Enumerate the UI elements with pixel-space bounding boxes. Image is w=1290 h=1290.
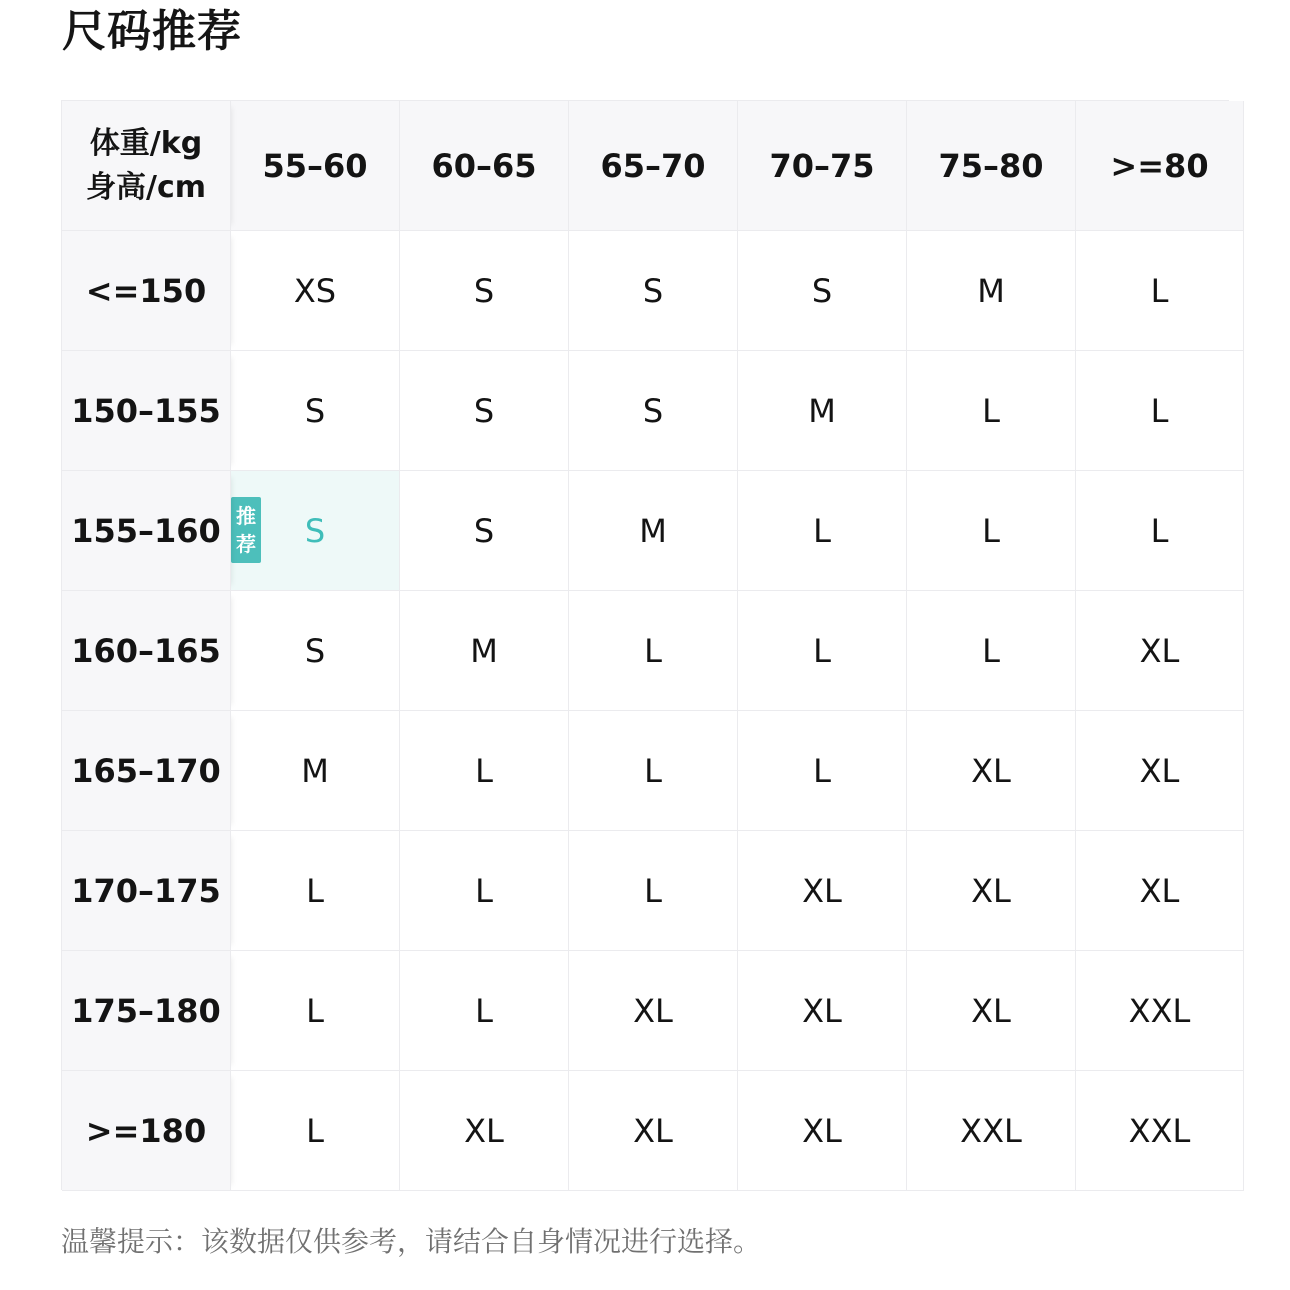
size-cell: XS <box>231 231 400 351</box>
size-cell: XXL <box>1076 1071 1244 1191</box>
size-cell: S <box>738 231 907 351</box>
size-cell: L <box>569 831 738 951</box>
size-cell: XL <box>569 951 738 1071</box>
size-cell: S <box>569 231 738 351</box>
weight-range-header: >=80 <box>1076 101 1244 231</box>
size-cell: M <box>231 711 400 831</box>
size-cell: S <box>569 351 738 471</box>
size-cell: L <box>738 711 907 831</box>
size-cell: M <box>400 591 569 711</box>
size-cell: XL <box>738 1071 907 1191</box>
recommended-size-cell <box>231 471 400 591</box>
size-cell: L <box>569 591 738 711</box>
height-range-label: 170–175 <box>62 831 231 951</box>
table-row <box>62 951 1230 1071</box>
table-row <box>62 231 1230 351</box>
size-cell: XXL <box>907 1071 1076 1191</box>
size-cell: XL <box>907 711 1076 831</box>
size-cell: L <box>907 591 1076 711</box>
size-cell: XL <box>738 951 907 1071</box>
size-cell: L <box>1076 231 1244 351</box>
size-cell: S <box>231 591 400 711</box>
size-cell: L <box>907 471 1076 591</box>
size-cell: L <box>231 831 400 951</box>
size-cell: L <box>1076 351 1244 471</box>
weight-axis-label: 体重/kg <box>89 125 203 161</box>
size-cell: L <box>738 591 907 711</box>
size-cell: XL <box>400 1071 569 1191</box>
weight-range-header: 65–70 <box>569 101 738 231</box>
table-header-row <box>62 101 1230 231</box>
size-cell: S <box>400 231 569 351</box>
page-title: 尺码推荐 <box>62 6 242 57</box>
size-cell: M <box>907 231 1076 351</box>
size-cell: XL <box>1076 711 1244 831</box>
height-range-label: <=150 <box>62 231 231 351</box>
size-cell: XXL <box>1076 951 1244 1071</box>
size-cell: L <box>400 951 569 1071</box>
height-range-label: 165–170 <box>62 711 231 831</box>
size-cell: L <box>1076 471 1244 591</box>
size-cell: L <box>569 711 738 831</box>
weight-range-header: 60–65 <box>400 101 569 231</box>
size-cell: XL <box>1076 591 1244 711</box>
size-cell: XL <box>907 831 1076 951</box>
height-range-label: 160–165 <box>62 591 231 711</box>
size-cell: L <box>231 951 400 1071</box>
height-axis-label: 身高/cm <box>86 169 206 205</box>
table-row <box>62 711 1230 831</box>
recommended-badge <box>231 497 261 563</box>
height-range-label: 150–155 <box>62 351 231 471</box>
size-cell: L <box>400 711 569 831</box>
recommended-badge-char: 荐 <box>236 532 256 556</box>
size-cell: L <box>738 471 907 591</box>
height-range-label: 175–180 <box>62 951 231 1071</box>
size-cell: M <box>569 471 738 591</box>
table-row <box>62 1071 1230 1191</box>
size-value: S <box>304 511 326 550</box>
size-cell: XL <box>738 831 907 951</box>
table-row <box>62 351 1230 471</box>
recommended-badge-char: 推 <box>236 504 256 528</box>
size-cell: S <box>400 471 569 591</box>
table-row <box>62 591 1230 711</box>
size-cell: S <box>231 351 400 471</box>
size-cell: L <box>231 1071 400 1191</box>
height-range-label: 155–160 <box>62 471 231 591</box>
size-cell: XL <box>569 1071 738 1191</box>
size-cell: XL <box>907 951 1076 1071</box>
height-range-label: >=180 <box>62 1071 231 1191</box>
table-corner-cell <box>62 101 231 231</box>
size-cell: S <box>400 351 569 471</box>
size-cell: M <box>738 351 907 471</box>
size-chart-table <box>61 100 1229 1190</box>
weight-range-header: 70–75 <box>738 101 907 231</box>
weight-range-header: 55–60 <box>231 101 400 231</box>
table-row <box>62 471 1230 591</box>
size-cell: L <box>907 351 1076 471</box>
table-row <box>62 831 1230 951</box>
weight-range-header: 75–80 <box>907 101 1076 231</box>
size-cell: L <box>400 831 569 951</box>
footnote-tip: 温馨提示：该数据仅供参考，请结合自身情况进行选择。 <box>61 1225 762 1258</box>
size-cell: XL <box>1076 831 1244 951</box>
